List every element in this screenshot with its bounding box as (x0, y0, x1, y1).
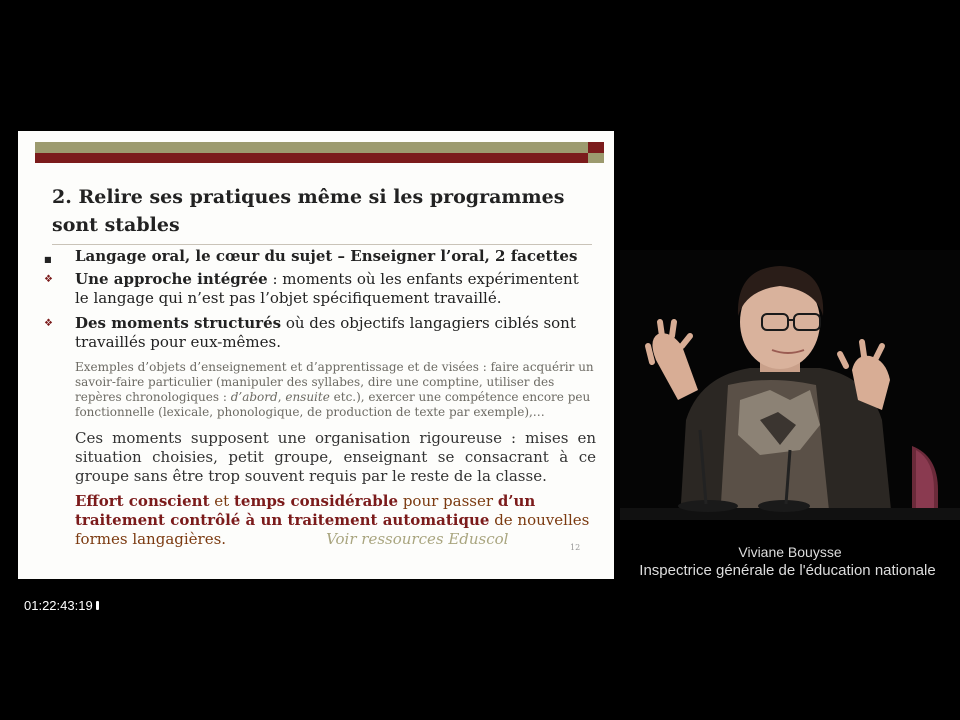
list-item-bold: Des moments structurés (75, 314, 282, 332)
header-bar-olive (35, 142, 588, 153)
header-bar-red (35, 153, 588, 163)
examples-text: Exemples d’objets d’enseignement et d’apprentissage et de visées : faire acquérir un savoir-faire particulier (manipuler des syllabes, dire une comptine, utiliser des repères chronologiques : d’abord, ensuite etc.), exercer une compétence encore peu fonctionnelle (lexicale, phonologique, de production de texte par exemple),… (75, 360, 594, 419)
playhead-marker-icon[interactable] (96, 601, 99, 610)
organisation-paragraph: Ces moments supposent une organisation rigoureuse : mises en situation choisies, petit groupe, enseignant se consacrant à ce groupe sans être trop souvent requis par le reste de la classe. (75, 429, 596, 485)
list-item-text: : moments où les enfants expérimentent le langage qui n’est pas l’objet spécifiquement travaillé. (75, 270, 579, 307)
square-bullet-icon: ■ (44, 255, 52, 264)
resources-note: Voir ressources Eduscol (326, 530, 509, 548)
list-item (18, 314, 614, 352)
header-square-red (588, 142, 604, 153)
effort-paragraph: Effort conscient et temps considérable pour passer d’un traitement contrôlé à un traitement automatique de nouvelles formes langagières. Voir ressources Eduscol (75, 492, 590, 548)
list-item-bold: Langage oral, le cœur du sujet – Enseigner l’oral, 2 facettes (75, 247, 578, 265)
speaker-name-caption: Viviane Bouysse (738, 544, 842, 560)
list-item (18, 270, 614, 308)
slide-title: 2. Relire ses pratiques même si les programmes sont stables (52, 186, 565, 236)
speaker-video (620, 250, 960, 520)
diamond-bullet-icon: ❖ (44, 318, 53, 329)
title-divider (52, 244, 592, 245)
slide-page-number: 12 (570, 543, 581, 552)
header-square-olive (588, 153, 604, 163)
list-item-bold: Une approche intégrée (75, 270, 268, 288)
speaker-figure (620, 250, 960, 520)
list-item-text: où des objectifs langagiers ciblés sont travaillés pour eux-mêmes. (75, 314, 576, 351)
player-timecode: 01:22:43:19 (24, 598, 99, 613)
presentation-slide (18, 131, 614, 579)
speaker-role-caption: Inspectrice générale de l'éducation nationale (639, 562, 936, 579)
diamond-bullet-icon: ❖ (44, 274, 53, 285)
slide-content (18, 247, 614, 549)
list-item (18, 247, 614, 266)
